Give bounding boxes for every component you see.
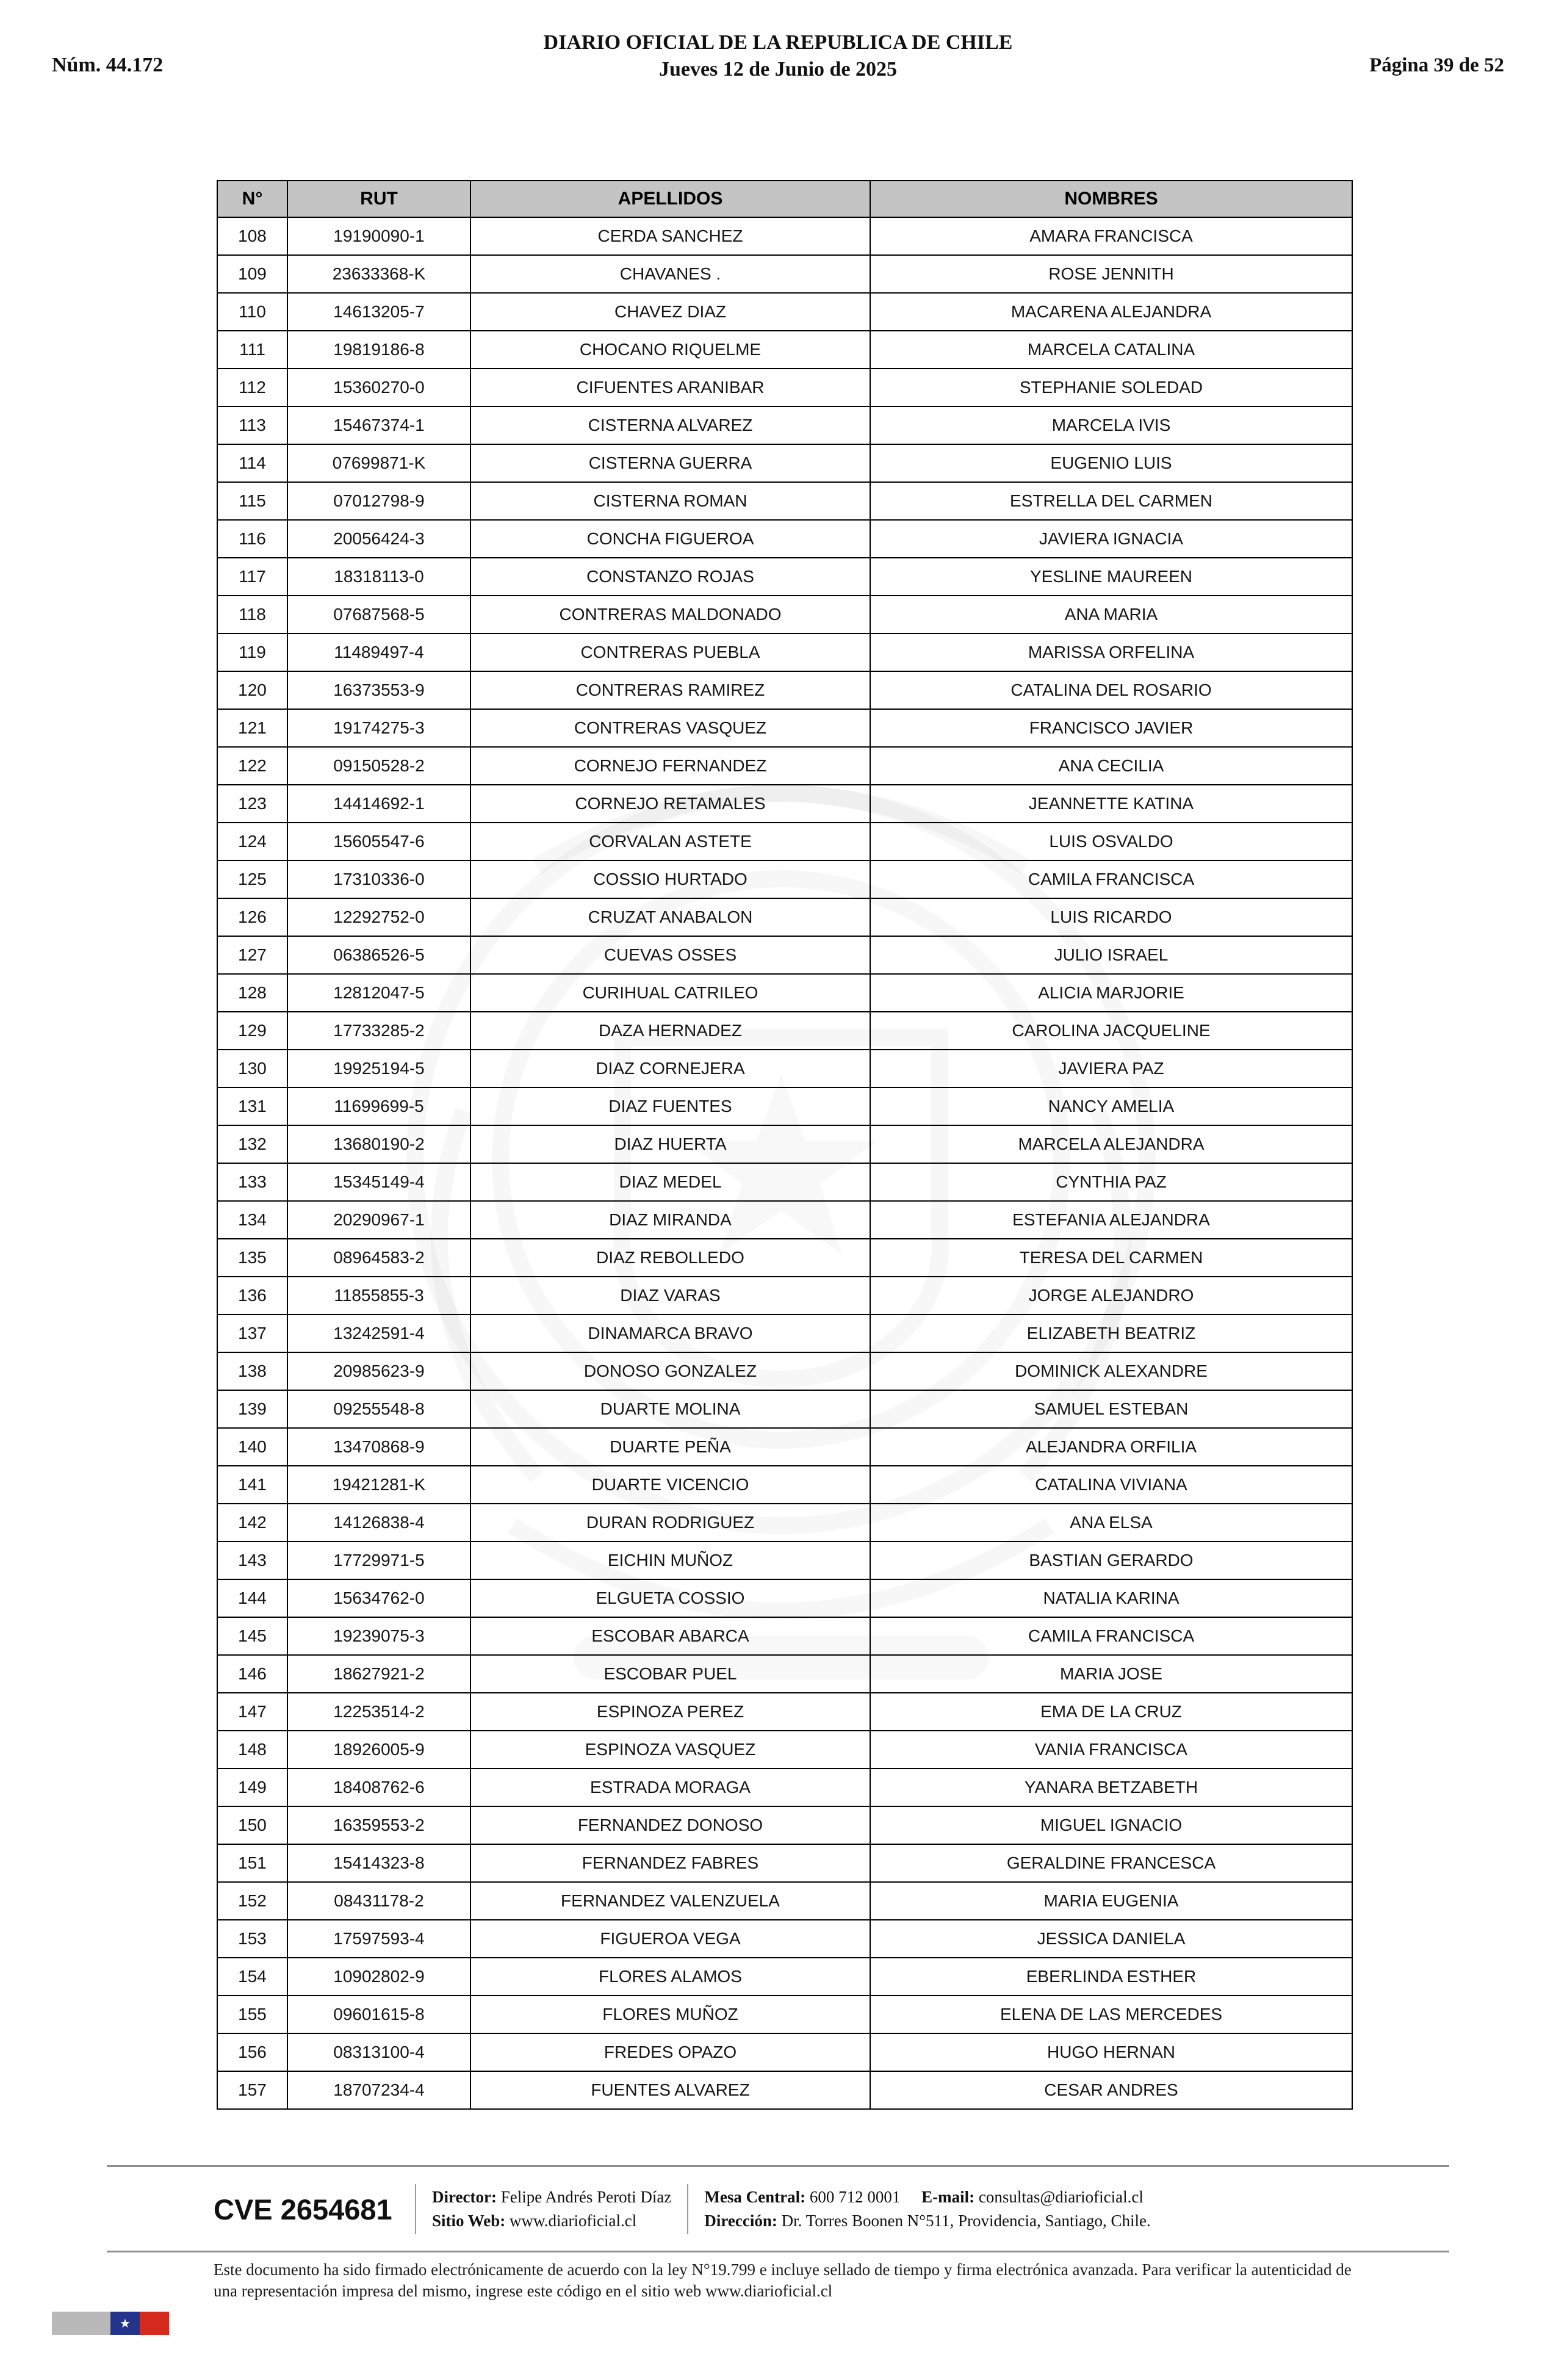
cell-nombres: NATALIA KARINA xyxy=(870,1579,1352,1617)
cell-numero: 155 xyxy=(217,1996,287,2033)
table-row xyxy=(217,823,1352,860)
cell-nombres: CATALINA VIVIANA xyxy=(870,1466,1352,1504)
cell-apellidos: DONOSO GONZALEZ xyxy=(470,1352,870,1390)
issue-number: Núm. 44.172 xyxy=(52,54,164,76)
footer-top-rule xyxy=(107,2165,1449,2167)
address-value: Dr. Torres Boonen N°511, Providencia, Santiago, Chile. xyxy=(781,2212,1151,2230)
cell-rut: 09601615-8 xyxy=(287,1996,470,2033)
table-row xyxy=(217,1390,1352,1428)
cell-nombres: SAMUEL ESTEBAN xyxy=(870,1390,1352,1428)
cell-rut: 09150528-2 xyxy=(287,747,470,785)
table-header-row xyxy=(217,181,1352,217)
table-row xyxy=(217,1769,1352,1806)
cell-nombres: MARCELA IVIS xyxy=(870,406,1352,444)
cell-rut: 17597593-4 xyxy=(287,1920,470,1958)
cell-rut: 15414323-8 xyxy=(287,1844,470,1882)
table-row xyxy=(217,255,1352,293)
cell-rut: 16373553-9 xyxy=(287,671,470,709)
legal-text: Este documento ha sido firmado electrónicamente de acuerdo con la ley N°19.799 e incluye sellado de tiempo y firma electrónica avanzada. Para verificar la autenticidad de una representación impresa del mismo, ingrese este código en el sitio web www.diarioficial.cl xyxy=(214,2260,1352,2301)
cell-numero: 133 xyxy=(217,1163,287,1201)
cell-numero: 126 xyxy=(217,898,287,936)
table-row xyxy=(217,1087,1352,1125)
cell-numero: 150 xyxy=(217,1806,287,1844)
cell-nombres: DOMINICK ALEXANDRE xyxy=(870,1352,1352,1390)
cell-numero: 120 xyxy=(217,671,287,709)
cell-apellidos: DIAZ MIRANDA xyxy=(470,1201,870,1239)
cell-nombres: JAVIERA PAZ xyxy=(870,1050,1352,1087)
table-row xyxy=(217,1731,1352,1769)
table-row xyxy=(217,1655,1352,1693)
cell-nombres: MARIA EUGENIA xyxy=(870,1882,1352,1920)
cell-apellidos: FIGUEROA VEGA xyxy=(470,1920,870,1958)
cell-numero: 125 xyxy=(217,860,287,898)
cell-rut: 17310336-0 xyxy=(287,860,470,898)
cell-rut: 15634762-0 xyxy=(287,1579,470,1617)
cell-numero: 141 xyxy=(217,1466,287,1504)
cell-numero: 129 xyxy=(217,1012,287,1050)
table-row xyxy=(217,596,1352,633)
cell-nombres: CAROLINA JACQUELINE xyxy=(870,1012,1352,1050)
cell-nombres: MARIA JOSE xyxy=(870,1655,1352,1693)
cell-rut: 19421281-K xyxy=(287,1466,470,1504)
table-row xyxy=(217,558,1352,596)
cell-rut: 20985623-9 xyxy=(287,1352,470,1390)
names-table xyxy=(217,180,1353,2110)
cell-rut: 19174275-3 xyxy=(287,709,470,747)
cell-nombres: JEANNETTE KATINA xyxy=(870,785,1352,823)
cell-rut: 15605547-6 xyxy=(287,823,470,860)
cell-apellidos: DUARTE MOLINA xyxy=(470,1390,870,1428)
cell-rut: 19819186-8 xyxy=(287,331,470,369)
cell-apellidos: DIAZ FUENTES xyxy=(470,1087,870,1125)
flag-blue-field xyxy=(110,2312,140,2335)
cell-apellidos: CONCHA FIGUEROA xyxy=(470,520,870,558)
table-row xyxy=(217,974,1352,1012)
cell-apellidos: CERDA SANCHEZ xyxy=(470,217,870,255)
cell-apellidos: EICHIN MUÑOZ xyxy=(470,1542,870,1579)
cell-nombres: BASTIAN GERARDO xyxy=(870,1542,1352,1579)
cell-apellidos: CORVALAN ASTETE xyxy=(470,823,870,860)
cell-rut: 15345149-4 xyxy=(287,1163,470,1201)
cell-rut: 19190090-1 xyxy=(287,217,470,255)
table-row xyxy=(217,1920,1352,1958)
table-row xyxy=(217,898,1352,936)
table-row xyxy=(217,1239,1352,1277)
cell-apellidos: FLORES ALAMOS xyxy=(470,1958,870,1996)
cell-numero: 112 xyxy=(217,369,287,406)
cell-rut: 18707234-4 xyxy=(287,2071,470,2109)
cell-numero: 108 xyxy=(217,217,287,255)
cell-numero: 142 xyxy=(217,1504,287,1542)
cell-apellidos: CORNEJO RETAMALES xyxy=(470,785,870,823)
table-row xyxy=(217,633,1352,671)
cell-numero: 144 xyxy=(217,1579,287,1617)
cell-rut: 13680190-2 xyxy=(287,1125,470,1163)
mesa-central-value: 600 712 0001 xyxy=(809,2187,901,2206)
cell-rut: 16359553-2 xyxy=(287,1806,470,1844)
cell-nombres: HUGO HERNAN xyxy=(870,2033,1352,2071)
cell-apellidos: CORNEJO FERNANDEZ xyxy=(470,747,870,785)
cell-apellidos: CURIHUAL CATRILEO xyxy=(470,974,870,1012)
contact-block xyxy=(688,2185,1166,2233)
cell-numero: 115 xyxy=(217,482,287,520)
table-row xyxy=(217,369,1352,406)
cell-apellidos: CONTRERAS MALDONADO xyxy=(470,596,870,633)
table-row xyxy=(217,1163,1352,1201)
cell-nombres: LUIS RICARDO xyxy=(870,898,1352,936)
cell-numero: 131 xyxy=(217,1087,287,1125)
cell-rut: 19925194-5 xyxy=(287,1050,470,1087)
director-block xyxy=(416,2185,687,2233)
cell-numero: 114 xyxy=(217,444,287,482)
cell-numero: 139 xyxy=(217,1390,287,1428)
cell-nombres: CATALINA DEL ROSARIO xyxy=(870,671,1352,709)
cell-apellidos: CUEVAS OSSES xyxy=(470,936,870,974)
table-row xyxy=(217,217,1352,255)
table-row xyxy=(217,1958,1352,1996)
cell-apellidos: DIAZ CORNEJERA xyxy=(470,1050,870,1087)
cell-rut: 19239075-3 xyxy=(287,1617,470,1655)
cell-numero: 121 xyxy=(217,709,287,747)
cell-numero: 130 xyxy=(217,1050,287,1087)
cell-nombres: LUIS OSVALDO xyxy=(870,823,1352,860)
cell-numero: 127 xyxy=(217,936,287,974)
cell-nombres: ESTEFANIA ALEJANDRA xyxy=(870,1201,1352,1239)
cell-numero: 136 xyxy=(217,1277,287,1314)
cell-apellidos: ESCOBAR PUEL xyxy=(470,1655,870,1693)
website-line xyxy=(432,2209,671,2233)
cell-apellidos: FERNANDEZ VALENZUELA xyxy=(470,1882,870,1920)
cell-nombres: YANARA BETZABETH xyxy=(870,1769,1352,1806)
cell-rut: 15360270-0 xyxy=(287,369,470,406)
cell-numero: 149 xyxy=(217,1769,287,1806)
table-body xyxy=(217,217,1352,2109)
cell-numero: 111 xyxy=(217,331,287,369)
cell-rut: 11489497-4 xyxy=(287,633,470,671)
cell-numero: 140 xyxy=(217,1428,287,1466)
cell-apellidos: CONTRERAS VASQUEZ xyxy=(470,709,870,747)
cell-nombres: ALICIA MARJORIE xyxy=(870,974,1352,1012)
director-label: Director: xyxy=(432,2187,497,2206)
cell-apellidos: ESCOBAR ABARCA xyxy=(470,1617,870,1655)
cell-rut: 07687568-5 xyxy=(287,596,470,633)
cell-apellidos: FLORES MUÑOZ xyxy=(470,1996,870,2033)
director-value: Felipe Andrés Peroti Díaz xyxy=(500,2187,672,2206)
cell-rut: 06386526-5 xyxy=(287,936,470,974)
cell-numero: 110 xyxy=(217,293,287,331)
cell-numero: 116 xyxy=(217,520,287,558)
cell-apellidos: DUARTE VICENCIO xyxy=(470,1466,870,1504)
cell-rut: 18627921-2 xyxy=(287,1655,470,1693)
cell-rut: 12253514-2 xyxy=(287,1693,470,1731)
flag-red-field xyxy=(140,2312,169,2335)
cell-nombres: VANIA FRANCISCA xyxy=(870,1731,1352,1769)
table-row xyxy=(217,1050,1352,1087)
table-row xyxy=(217,1201,1352,1239)
cell-nombres: TERESA DEL CARMEN xyxy=(870,1239,1352,1277)
table-row xyxy=(217,785,1352,823)
cell-nombres: EUGENIO LUIS xyxy=(870,444,1352,482)
cell-apellidos: CISTERNA GUERRA xyxy=(470,444,870,482)
cell-apellidos: CONTRERAS RAMIREZ xyxy=(470,671,870,709)
cell-rut: 14126838-4 xyxy=(287,1504,470,1542)
phone-email-line xyxy=(704,2185,1150,2209)
cell-rut: 12812047-5 xyxy=(287,974,470,1012)
cell-rut: 13242591-4 xyxy=(287,1314,470,1352)
table-row xyxy=(217,1542,1352,1579)
table-row xyxy=(217,2071,1352,2109)
cell-nombres: MIGUEL IGNACIO xyxy=(870,1806,1352,1844)
cell-rut: 14414692-1 xyxy=(287,785,470,823)
address-label: Dirección: xyxy=(704,2212,777,2230)
cell-nombres: STEPHANIE SOLEDAD xyxy=(870,369,1352,406)
page-indicator: Página 39 de 52 xyxy=(1369,54,1504,76)
table-row xyxy=(217,747,1352,785)
cell-numero: 146 xyxy=(217,1655,287,1693)
cell-rut: 14613205-7 xyxy=(287,293,470,331)
cell-apellidos: DURAN RODRIGUEZ xyxy=(470,1504,870,1542)
cell-apellidos: DUARTE PEÑA xyxy=(470,1428,870,1466)
chile-flag-logo xyxy=(52,2312,169,2335)
cell-nombres: NANCY AMELIA xyxy=(870,1087,1352,1125)
cell-numero: 109 xyxy=(217,255,287,293)
cell-nombres: JULIO ISRAEL xyxy=(870,936,1352,974)
cell-nombres: MARCELA ALEJANDRA xyxy=(870,1125,1352,1163)
flag-star-icon: ★ xyxy=(120,2316,131,2331)
website-label: Sitio Web: xyxy=(432,2212,506,2230)
cell-rut: 08313100-4 xyxy=(287,2033,470,2071)
cell-rut: 17729971-5 xyxy=(287,1542,470,1579)
cell-nombres: ELENA DE LAS MERCEDES xyxy=(870,1996,1352,2033)
cell-apellidos: CHAVANES . xyxy=(470,255,870,293)
cell-nombres: EMA DE LA CRUZ xyxy=(870,1693,1352,1731)
cell-nombres: AMARA FRANCISCA xyxy=(870,217,1352,255)
cell-apellidos: FERNANDEZ DONOSO xyxy=(470,1806,870,1844)
cell-numero: 152 xyxy=(217,1882,287,1920)
table-row xyxy=(217,860,1352,898)
cell-apellidos: FREDES OPAZO xyxy=(470,2033,870,2071)
cve-box xyxy=(214,2177,1355,2241)
cell-nombres: CAMILA FRANCISCA xyxy=(870,1617,1352,1655)
cell-rut: 07699871-K xyxy=(287,444,470,482)
table-row xyxy=(217,1579,1352,1617)
cve-number: CVE 2654681 xyxy=(214,2193,392,2226)
cell-rut: 18408762-6 xyxy=(287,1769,470,1806)
cell-nombres: GERALDINE FRANCESCA xyxy=(870,1844,1352,1882)
cell-numero: 119 xyxy=(217,633,287,671)
gazette-title: DIARIO OFICIAL DE LA REPUBLICA DE CHILE xyxy=(543,31,1013,54)
cell-apellidos: ELGUETA COSSIO xyxy=(470,1579,870,1617)
cell-nombres: ANA ELSA xyxy=(870,1504,1352,1542)
cell-numero: 153 xyxy=(217,1920,287,1958)
table-row xyxy=(217,1125,1352,1163)
table-row xyxy=(217,482,1352,520)
cell-nombres: MARISSA ORFELINA xyxy=(870,633,1352,671)
table-row xyxy=(217,1996,1352,2033)
masthead xyxy=(52,29,1504,81)
cell-apellidos: ESPINOZA PEREZ xyxy=(470,1693,870,1731)
cell-apellidos: DINAMARCA BRAVO xyxy=(470,1314,870,1352)
website-value: www.diarioficial.cl xyxy=(510,2212,637,2230)
cell-apellidos: CRUZAT ANABALON xyxy=(470,898,870,936)
cell-rut: 08964583-2 xyxy=(287,1239,470,1277)
table-row xyxy=(217,1617,1352,1655)
footer-bottom-rule xyxy=(107,2251,1449,2252)
cell-nombres: JESSICA DANIELA xyxy=(870,1920,1352,1958)
gazette-date: Jueves 12 de Junio de 2025 xyxy=(658,57,898,81)
mesa-central-label: Mesa Central: xyxy=(704,2187,806,2206)
table-row xyxy=(217,1693,1352,1731)
table-row xyxy=(217,1428,1352,1466)
cell-nombres: ROSE JENNITH xyxy=(870,255,1352,293)
cell-nombres: JAVIERA IGNACIA xyxy=(870,520,1352,558)
cell-rut: 13470868-9 xyxy=(287,1428,470,1466)
cell-apellidos: CHOCANO RIQUELME xyxy=(470,331,870,369)
email-label: E-mail: xyxy=(921,2187,975,2206)
cell-numero: 117 xyxy=(217,558,287,596)
cell-apellidos: DIAZ REBOLLEDO xyxy=(470,1239,870,1277)
cell-numero: 122 xyxy=(217,747,287,785)
cell-rut: 10902802-9 xyxy=(287,1958,470,1996)
email-value: consultas@diarioficial.cl xyxy=(978,2187,1144,2206)
cell-rut: 11699699-5 xyxy=(287,1087,470,1125)
cell-numero: 135 xyxy=(217,1239,287,1277)
cell-numero: 151 xyxy=(217,1844,287,1882)
table-row xyxy=(217,1882,1352,1920)
cell-apellidos: COSSIO HURTADO xyxy=(470,860,870,898)
cell-numero: 113 xyxy=(217,406,287,444)
flag-wordmark-block xyxy=(52,2312,110,2335)
cell-rut: 20290967-1 xyxy=(287,1201,470,1239)
cell-rut: 15467374-1 xyxy=(287,406,470,444)
table-row xyxy=(217,331,1352,369)
table-row xyxy=(217,1277,1352,1314)
cell-rut: 20056424-3 xyxy=(287,520,470,558)
cell-numero: 132 xyxy=(217,1125,287,1163)
cell-nombres: EBERLINDA ESTHER xyxy=(870,1958,1352,1996)
cell-rut: 09255548-8 xyxy=(287,1390,470,1428)
cell-numero: 156 xyxy=(217,2033,287,2071)
table-row xyxy=(217,1012,1352,1050)
cell-nombres: CAMILA FRANCISCA xyxy=(870,860,1352,898)
cell-numero: 147 xyxy=(217,1693,287,1731)
cell-apellidos: FUENTES ALVAREZ xyxy=(470,2071,870,2109)
table-row xyxy=(217,520,1352,558)
table-row xyxy=(217,1352,1352,1390)
col-header-nombres: NOMBRES xyxy=(870,181,1352,217)
cell-rut: 18926005-9 xyxy=(287,1731,470,1769)
cell-rut: 08431178-2 xyxy=(287,1882,470,1920)
table-row xyxy=(217,1504,1352,1542)
cell-nombres: ESTRELLA DEL CARMEN xyxy=(870,482,1352,520)
cell-apellidos: CISTERNA ROMAN xyxy=(470,482,870,520)
cell-numero: 128 xyxy=(217,974,287,1012)
table-row xyxy=(217,709,1352,747)
cell-apellidos: CISTERNA ALVAREZ xyxy=(470,406,870,444)
cell-apellidos: DIAZ VARAS xyxy=(470,1277,870,1314)
cell-numero: 124 xyxy=(217,823,287,860)
cell-rut: 17733285-2 xyxy=(287,1012,470,1050)
cell-apellidos: FERNANDEZ FABRES xyxy=(470,1844,870,1882)
table-row xyxy=(217,671,1352,709)
cell-apellidos: ESPINOZA VASQUEZ xyxy=(470,1731,870,1769)
cell-nombres: CESAR ANDRES xyxy=(870,2071,1352,2109)
table-row xyxy=(217,406,1352,444)
cell-nombres: ALEJANDRA ORFILIA xyxy=(870,1428,1352,1466)
cell-numero: 118 xyxy=(217,596,287,633)
cell-apellidos: DIAZ MEDEL xyxy=(470,1163,870,1201)
cell-nombres: MACARENA ALEJANDRA xyxy=(870,293,1352,331)
cell-numero: 123 xyxy=(217,785,287,823)
table-row xyxy=(217,936,1352,974)
col-header-numero: N° xyxy=(217,181,287,217)
table-row xyxy=(217,293,1352,331)
table-row xyxy=(217,444,1352,482)
cell-apellidos: ESTRADA MORAGA xyxy=(470,1769,870,1806)
cell-rut: 18318113-0 xyxy=(287,558,470,596)
masthead-center xyxy=(52,29,1504,82)
cell-nombres: FRANCISCO JAVIER xyxy=(870,709,1352,747)
cell-nombres: YESLINE MAUREEN xyxy=(870,558,1352,596)
cell-numero: 157 xyxy=(217,2071,287,2109)
cell-nombres: ELIZABETH BEATRIZ xyxy=(870,1314,1352,1352)
cell-numero: 134 xyxy=(217,1201,287,1239)
cell-rut: 23633368-K xyxy=(287,255,470,293)
cell-numero: 138 xyxy=(217,1352,287,1390)
cell-nombres: JORGE ALEJANDRO xyxy=(870,1277,1352,1314)
director-line xyxy=(432,2185,671,2209)
cell-numero: 154 xyxy=(217,1958,287,1996)
cell-nombres: CYNTHIA PAZ xyxy=(870,1163,1352,1201)
cell-numero: 137 xyxy=(217,1314,287,1352)
table-row xyxy=(217,2033,1352,2071)
address-line xyxy=(704,2209,1150,2233)
col-header-rut: RUT xyxy=(287,181,470,217)
cell-apellidos: CHAVEZ DIAZ xyxy=(470,293,870,331)
table-row xyxy=(217,1314,1352,1352)
cell-numero: 148 xyxy=(217,1731,287,1769)
cell-apellidos: CIFUENTES ARANIBAR xyxy=(470,369,870,406)
cell-apellidos: DIAZ HUERTA xyxy=(470,1125,870,1163)
cell-apellidos: CONTRERAS PUEBLA xyxy=(470,633,870,671)
table-row xyxy=(217,1806,1352,1844)
cell-rut: 12292752-0 xyxy=(287,898,470,936)
table-row xyxy=(217,1844,1352,1882)
cell-rut: 11855855-3 xyxy=(287,1277,470,1314)
table-row xyxy=(217,1466,1352,1504)
cell-nombres: ANA CECILIA xyxy=(870,747,1352,785)
cell-apellidos: DAZA HERNADEZ xyxy=(470,1012,870,1050)
cell-nombres: MARCELA CATALINA xyxy=(870,331,1352,369)
cell-nombres: ANA MARIA xyxy=(870,596,1352,633)
cell-numero: 143 xyxy=(217,1542,287,1579)
cell-apellidos: CONSTANZO ROJAS xyxy=(470,558,870,596)
col-header-apellidos: APELLIDOS xyxy=(470,181,870,217)
cell-rut: 07012798-9 xyxy=(287,482,470,520)
cell-numero: 145 xyxy=(217,1617,287,1655)
